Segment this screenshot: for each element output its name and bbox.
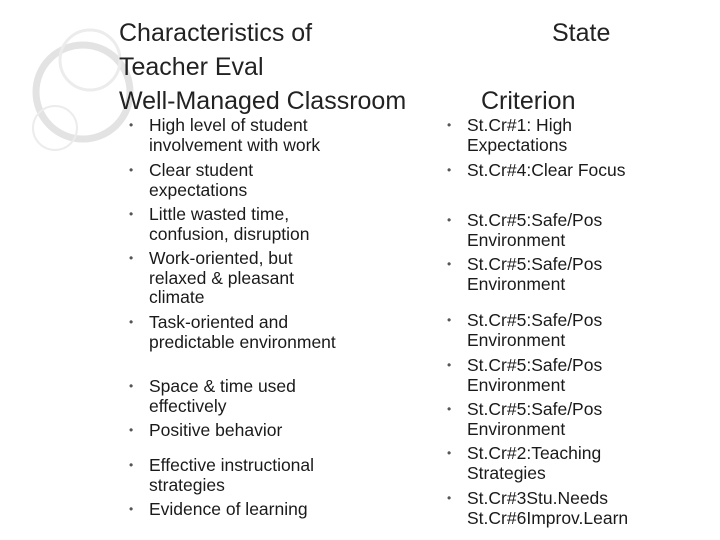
criterion-item: • St.Cr#5:Safe/Pos Environment <box>467 255 667 294</box>
title-state: State <box>552 19 611 47</box>
criterion-item: • St.Cr#4:Clear Focus <box>467 161 667 181</box>
characteristic-item: • Work-oriented, but relaxed & pleasant climate <box>149 249 349 308</box>
title-line-1: Characteristics of <box>119 19 313 47</box>
slide-title <box>119 16 406 118</box>
characteristic-item: • Positive behavior <box>149 421 349 441</box>
criterion-item: • St.Cr#3Stu.Needs St.Cr#6Improv.Learn <box>467 489 667 528</box>
characteristic-item: • High level of student involvement with work <box>149 116 349 155</box>
criterion-item: • St.Cr#2:Teaching Strategies <box>467 444 667 483</box>
characteristic-item: • Clear student expectations <box>149 161 349 200</box>
criterion-item: • St.Cr#5:Safe/Pos Environment <box>467 356 667 395</box>
title-line-3: Well-Managed Classroom <box>119 87 407 115</box>
criterion-item: • St.Cr#1: High Expectations <box>467 116 667 155</box>
title-criterion: Criterion <box>481 87 576 115</box>
characteristic-item: • Little wasted time, confusion, disruption <box>149 205 349 244</box>
title-line-2: Teacher Eval <box>119 53 264 81</box>
criterion-item: • St.Cr#5:Safe/Pos Environment <box>467 400 667 439</box>
characteristic-item: • Effective instructional strategies <box>149 456 349 495</box>
criterion-item: • St.Cr#5:Safe/Pos Environment <box>467 211 667 250</box>
criterion-item: • St.Cr#5:Safe/Pos Environment <box>467 311 667 350</box>
characteristic-item: • Space & time used effectively <box>149 377 349 416</box>
characteristic-item: • Task-oriented and predictable environment <box>149 313 349 352</box>
characteristic-item: • Evidence of learning <box>149 500 349 520</box>
